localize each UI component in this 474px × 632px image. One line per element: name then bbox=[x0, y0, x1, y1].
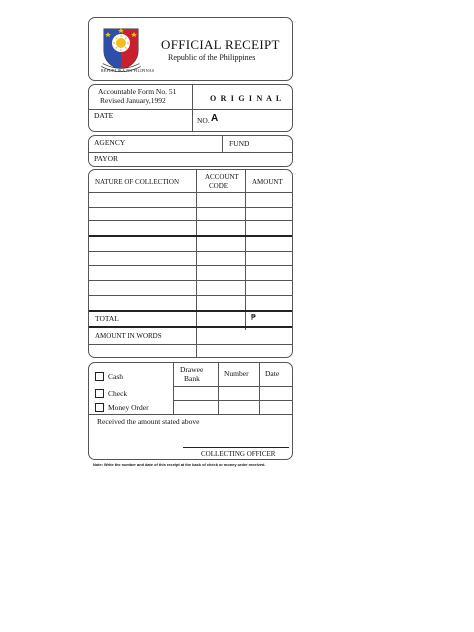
signature-line bbox=[183, 447, 289, 448]
footer-note: Note: Write the number and date of this receipt at the back of check or money order received. bbox=[93, 462, 266, 467]
payment-bottom-line bbox=[89, 414, 293, 415]
payor-section bbox=[88, 135, 293, 167]
collecting-officer-label: COLLECTING OFFICER bbox=[201, 450, 276, 458]
collection-table bbox=[88, 169, 293, 358]
money-order-label: Money Order bbox=[108, 403, 149, 412]
payment-row-line bbox=[173, 400, 293, 401]
date-label: DATE bbox=[94, 111, 114, 120]
table-row[interactable] bbox=[89, 266, 293, 280]
receipt-number-value: A bbox=[211, 113, 219, 124]
table-total-bottom-line bbox=[89, 326, 293, 328]
philippine-seal-icon bbox=[98, 25, 144, 73]
check-number-field[interactable] bbox=[219, 387, 258, 400]
table-row[interactable] bbox=[89, 296, 293, 310]
table-row[interactable] bbox=[89, 193, 293, 207]
date-field[interactable] bbox=[119, 111, 189, 131]
number-label: Number bbox=[224, 369, 249, 378]
receipt-title: OFFICIAL RECEIPT bbox=[161, 37, 280, 52]
agency-label: AGENCY bbox=[94, 138, 126, 147]
form-number-label: Accountable Form No. 51 bbox=[98, 87, 177, 96]
amount-in-words-label: AMOUNT IN WORDS bbox=[95, 332, 162, 340]
peso-sign: ₱ bbox=[251, 313, 257, 322]
table-row[interactable] bbox=[89, 237, 293, 251]
table-row[interactable] bbox=[89, 252, 293, 265]
signature-field[interactable] bbox=[183, 431, 289, 447]
drawee-bank-label-line2: Bank bbox=[184, 374, 200, 383]
table-row[interactable] bbox=[89, 281, 293, 295]
form-info-divider-horizontal bbox=[89, 109, 293, 110]
form-revised-label: Revised January,1992 bbox=[100, 96, 166, 105]
amount-in-words-field[interactable] bbox=[91, 345, 291, 357]
payment-section bbox=[88, 362, 293, 460]
amount-header: AMOUNT bbox=[252, 178, 283, 186]
check-checkbox[interactable] bbox=[95, 389, 104, 398]
fund-label: FUND bbox=[229, 139, 250, 148]
payment-date-label: Date bbox=[265, 369, 280, 378]
payor-label: PAYOR bbox=[94, 154, 119, 163]
payor-field[interactable] bbox=[129, 153, 291, 167]
account-code-header-line2: CODE bbox=[209, 182, 229, 190]
agency-fund-divider bbox=[222, 136, 223, 152]
copy-type-label: O R I G I N A L bbox=[210, 94, 283, 103]
form-info-section bbox=[88, 84, 293, 132]
table-row[interactable] bbox=[89, 221, 293, 235]
total-amount-field[interactable] bbox=[259, 312, 292, 325]
total-label: TOTAL bbox=[95, 314, 119, 323]
receipt-number-label: NO. bbox=[197, 116, 210, 125]
seal-banner-text: REPUBLIKA NG PILIPINAS bbox=[101, 68, 155, 73]
check-label: Check bbox=[108, 389, 128, 398]
drawee-bank-label-line1: Drawee bbox=[180, 365, 204, 374]
received-statement: Received the amount stated above bbox=[97, 417, 200, 426]
money-order-checkbox[interactable] bbox=[95, 403, 104, 412]
receipt-subtitle: Republic of the Philippines bbox=[168, 53, 256, 62]
nature-of-collection-header: NATURE OF COLLECTION bbox=[95, 178, 179, 186]
table-row[interactable] bbox=[89, 208, 293, 220]
agency-field[interactable] bbox=[134, 137, 220, 151]
fund-field[interactable] bbox=[254, 137, 292, 151]
drawee-bank-field[interactable] bbox=[174, 387, 217, 400]
account-code-header-line1: ACCOUNT bbox=[205, 173, 239, 181]
check-date-field[interactable] bbox=[260, 387, 293, 400]
cash-label: Cash bbox=[108, 372, 123, 381]
cash-checkbox[interactable] bbox=[95, 372, 104, 381]
header-section bbox=[88, 17, 293, 81]
